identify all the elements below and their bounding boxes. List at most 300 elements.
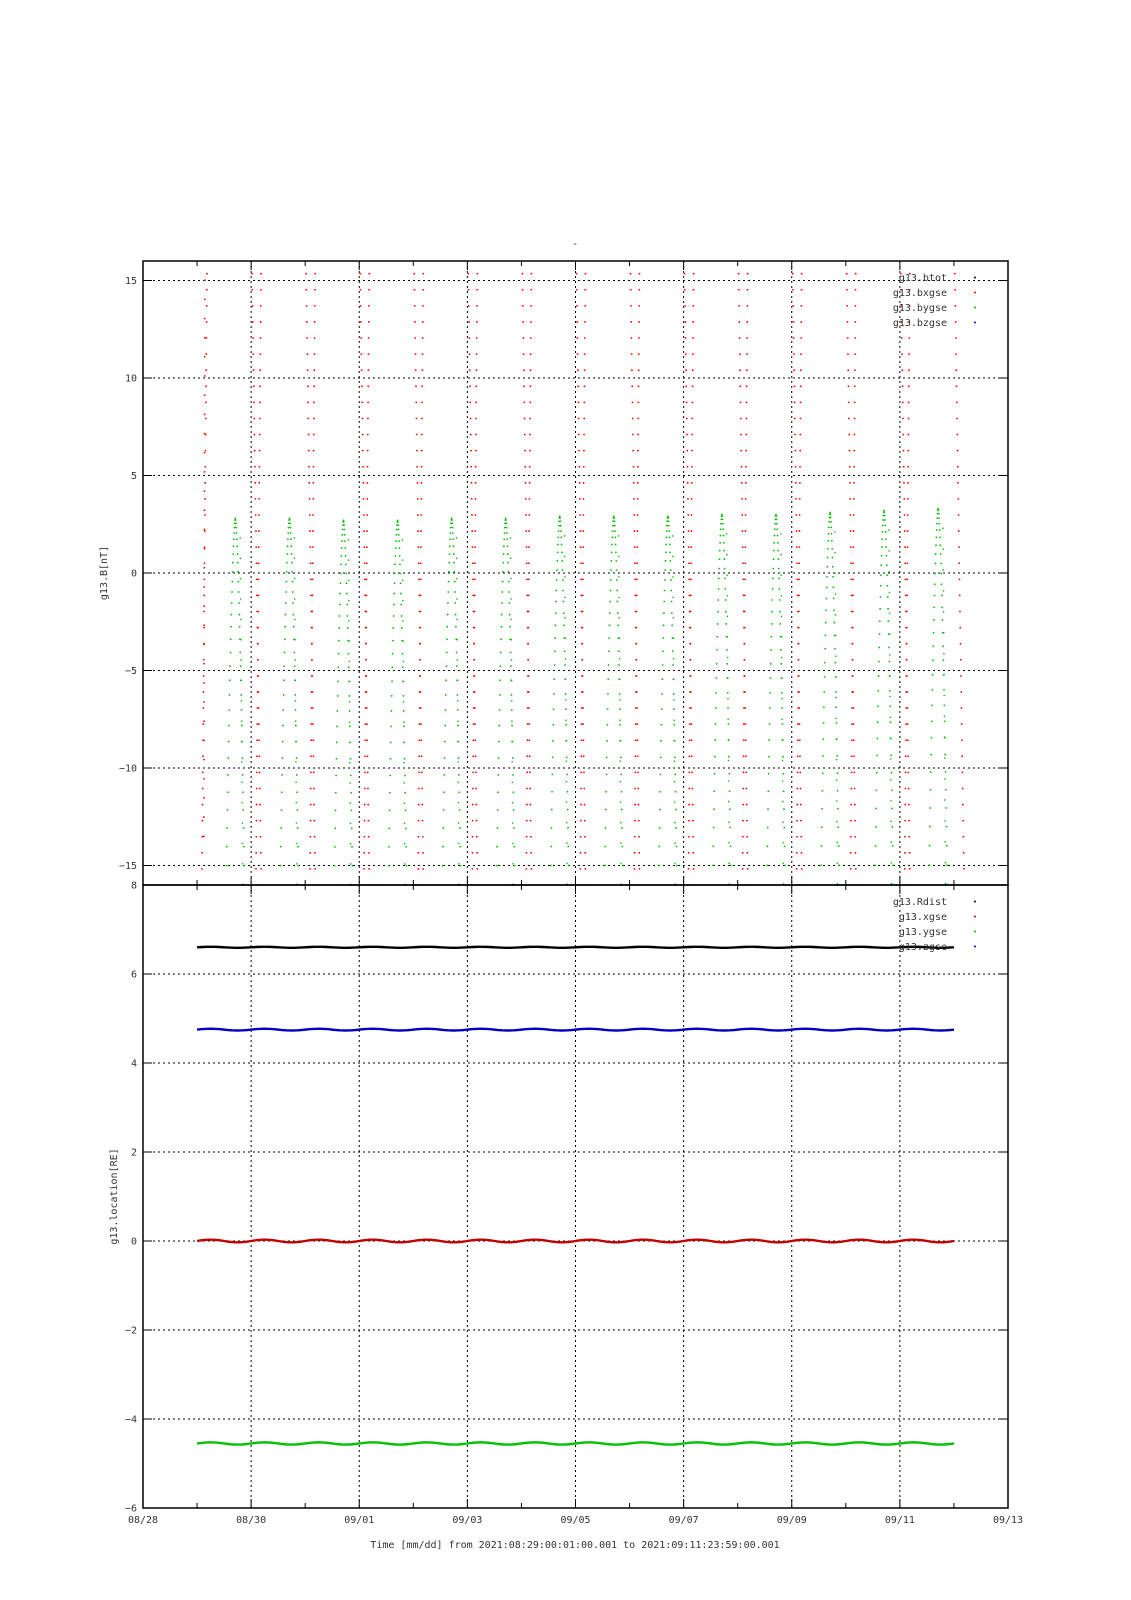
bygse-point xyxy=(608,650,610,652)
bxgse-point xyxy=(202,788,204,790)
bygse-point xyxy=(821,845,823,847)
bygse-point xyxy=(391,695,393,697)
bxgse-point xyxy=(473,627,475,629)
bxgse-point xyxy=(528,578,530,580)
bygse-point xyxy=(285,591,287,593)
bxgse-point xyxy=(523,401,525,403)
bxgse-point xyxy=(739,353,741,355)
bxgse-point xyxy=(470,418,472,420)
bxgse-point xyxy=(253,385,255,387)
bxgse-point xyxy=(854,401,856,403)
bxgse-point xyxy=(251,289,253,291)
bygse-point xyxy=(565,724,567,726)
bxgse-point xyxy=(794,434,796,436)
bygse-point xyxy=(564,664,566,666)
bxgse-point xyxy=(746,401,748,403)
bygse-point xyxy=(888,529,890,531)
bygse-point xyxy=(403,710,405,712)
bygse-point xyxy=(784,845,786,847)
bygse-point xyxy=(444,741,446,743)
bygse-point xyxy=(512,863,514,865)
bygse-point xyxy=(937,508,939,510)
bygse-point xyxy=(610,579,612,581)
bxgse-point xyxy=(691,771,693,773)
bxgse-point xyxy=(636,723,638,725)
bxgse-point xyxy=(907,514,909,516)
bygse-point xyxy=(239,626,241,628)
bygse-point xyxy=(561,560,563,562)
bygse-point xyxy=(402,653,404,655)
bxgse-point xyxy=(901,337,903,339)
bygse-point xyxy=(928,864,930,866)
bxgse-point xyxy=(797,723,799,725)
legend-marker xyxy=(974,901,976,903)
bygse-point xyxy=(226,809,228,811)
bygse-point xyxy=(340,582,342,584)
bygse-point xyxy=(668,525,670,527)
bxgse-point xyxy=(530,337,532,339)
bygse-point xyxy=(395,540,397,542)
bxgse-point xyxy=(414,289,416,291)
bxgse-point xyxy=(414,337,416,339)
bxgse-point xyxy=(957,450,959,452)
bxgse-point xyxy=(800,788,802,790)
bygse-point xyxy=(834,531,836,533)
bygse-point xyxy=(661,678,663,680)
bygse-point xyxy=(346,593,348,595)
bygse-point xyxy=(295,700,297,702)
bxgse-point xyxy=(848,418,850,420)
bxgse-point xyxy=(846,257,848,259)
bygse-point xyxy=(837,808,839,810)
bxgse-point xyxy=(367,482,369,484)
bxgse-point xyxy=(529,450,531,452)
bygse-point xyxy=(778,577,780,579)
bxgse-point xyxy=(473,643,475,645)
bygse-point xyxy=(335,775,337,777)
bxgse-point xyxy=(582,611,584,613)
bygse-point xyxy=(349,726,351,728)
bxgse-point xyxy=(962,788,964,790)
bygse-point xyxy=(458,863,460,865)
bygse-point xyxy=(720,523,722,525)
bxgse-point xyxy=(576,289,578,291)
bygse-point xyxy=(669,544,671,546)
bygse-point xyxy=(454,602,456,604)
bxgse-point xyxy=(851,739,853,741)
bygse-point xyxy=(620,863,622,865)
bxgse-point xyxy=(853,434,855,436)
bygse-point xyxy=(390,726,392,728)
bygse-point xyxy=(931,720,933,722)
bxgse-point xyxy=(908,434,910,436)
bxgse-point xyxy=(577,385,579,387)
bygse-point xyxy=(889,633,891,635)
legend xyxy=(893,897,976,953)
bygse-point xyxy=(496,846,498,848)
bygse-point xyxy=(674,760,676,762)
bxgse-point xyxy=(474,514,476,516)
bxgse-point xyxy=(743,659,745,661)
bxgse-point xyxy=(801,273,803,275)
bygse-point xyxy=(932,645,934,647)
bxgse-point xyxy=(363,546,365,548)
bxgse-point xyxy=(584,836,586,838)
bygse-point xyxy=(724,568,726,570)
bxgse-point xyxy=(636,595,638,597)
bxgse-point xyxy=(201,820,203,822)
bygse-point xyxy=(229,679,231,681)
bygse-point xyxy=(890,800,892,802)
bygse-point xyxy=(561,544,563,546)
bygse-point xyxy=(510,578,512,580)
bxgse-point xyxy=(854,321,856,323)
bxgse-point xyxy=(530,820,532,822)
legend-label: g13.Rdist xyxy=(892,897,947,908)
bxgse-point xyxy=(580,820,582,822)
bygse-point xyxy=(284,652,286,654)
bxgse-point xyxy=(638,321,640,323)
bxgse-point xyxy=(313,385,315,387)
bxgse-point xyxy=(742,578,744,580)
bygse-point xyxy=(241,720,243,722)
bygse-point xyxy=(390,741,392,743)
bxgse-point xyxy=(632,434,634,436)
bygse-point xyxy=(607,693,609,695)
bygse-point xyxy=(560,537,562,539)
bygse-point xyxy=(712,845,714,847)
bygse-point xyxy=(234,527,236,529)
bygse-point xyxy=(880,564,882,566)
bygse-point xyxy=(404,792,406,794)
bxgse-point xyxy=(584,385,586,387)
bxgse-point xyxy=(906,562,908,564)
bygse-point xyxy=(611,537,613,539)
bxgse-point xyxy=(747,241,749,243)
bygse-point xyxy=(675,791,677,793)
bxgse-point xyxy=(259,804,261,806)
bxgse-point xyxy=(688,820,690,822)
bygse-point xyxy=(287,532,289,534)
bxgse-point xyxy=(312,723,314,725)
bygse-point xyxy=(771,623,773,625)
bygse-point xyxy=(337,666,339,668)
bygse-point xyxy=(665,551,667,553)
bygse-point xyxy=(349,782,351,784)
bygse-point xyxy=(886,564,888,566)
bygse-point xyxy=(340,555,342,557)
bygse-point xyxy=(612,530,614,532)
bygse-point xyxy=(283,694,285,696)
bygse-point xyxy=(556,560,558,562)
bxgse-point xyxy=(313,771,315,773)
bygse-point xyxy=(348,695,350,697)
bxgse-point xyxy=(477,257,479,259)
legend-label: g13.btot xyxy=(898,273,947,284)
bygse-point xyxy=(946,826,948,828)
bygse-point xyxy=(500,626,502,628)
bxgse-point xyxy=(259,401,261,403)
bxgse-point xyxy=(367,755,369,757)
bygse-point xyxy=(724,577,726,579)
bygse-point xyxy=(513,809,515,811)
bygse-point xyxy=(455,614,457,616)
bygse-point xyxy=(889,654,891,656)
bygse-point xyxy=(285,602,287,604)
bygse-point xyxy=(768,739,770,741)
bxgse-point xyxy=(527,659,529,661)
bygse-point xyxy=(289,519,291,521)
bygse-point xyxy=(555,601,557,603)
bxgse-point xyxy=(745,755,747,757)
bygse-point xyxy=(350,863,352,865)
bxgse-point xyxy=(638,369,640,371)
bygse-point xyxy=(769,707,771,709)
bygse-point xyxy=(674,822,676,824)
bxgse-point xyxy=(746,836,748,838)
bxgse-point xyxy=(854,337,856,339)
bxgse-point xyxy=(422,321,424,323)
bygse-point xyxy=(562,569,564,571)
bxgse-point xyxy=(474,530,476,532)
bygse-point xyxy=(553,693,555,695)
bxgse-point xyxy=(312,562,314,564)
bygse-point xyxy=(338,653,340,655)
series-xgse xyxy=(197,1240,954,1243)
bygse-point xyxy=(566,822,568,824)
bxgse-point xyxy=(257,611,259,613)
bygse-point xyxy=(404,758,406,760)
bygse-point xyxy=(282,741,284,743)
bygse-point xyxy=(240,578,242,580)
bygse-point xyxy=(240,619,242,621)
bygse-point xyxy=(673,699,675,701)
bygse-point xyxy=(716,649,718,651)
bxgse-point xyxy=(530,305,532,307)
bxgse-point xyxy=(684,305,686,307)
bxgse-point xyxy=(746,337,748,339)
bxgse-point xyxy=(584,369,586,371)
bxgse-point xyxy=(310,562,312,564)
bxgse-point xyxy=(312,482,314,484)
bygse-point xyxy=(241,802,243,804)
bxgse-point xyxy=(256,771,258,773)
bygse-point xyxy=(618,576,620,578)
bxgse-point xyxy=(418,771,420,773)
bxgse-point xyxy=(854,804,856,806)
bxgse-point xyxy=(257,627,259,629)
bxgse-point xyxy=(368,852,370,854)
bygse-point xyxy=(401,615,403,617)
bxgse-point xyxy=(309,836,311,838)
bxgse-point xyxy=(314,353,316,355)
bxgse-point xyxy=(422,305,424,307)
bygse-point xyxy=(451,522,453,524)
bxgse-point xyxy=(801,868,803,870)
bxgse-point xyxy=(847,369,849,371)
x-tick-label: 09/01 xyxy=(344,1515,375,1526)
legend-label: g13.zgse xyxy=(898,942,947,953)
bygse-point xyxy=(782,760,784,762)
bxgse-point xyxy=(690,562,692,564)
bygse-point xyxy=(500,638,502,640)
bxgse-point xyxy=(471,498,473,500)
bygse-point xyxy=(674,773,676,775)
bygse-point xyxy=(942,619,944,621)
bygse-point xyxy=(836,738,838,740)
bxgse-point xyxy=(256,755,258,757)
bygse-point xyxy=(393,615,395,617)
bxgse-point xyxy=(581,659,583,661)
bygse-point xyxy=(876,738,878,740)
bxgse-point xyxy=(798,659,800,661)
bygse-point xyxy=(457,782,459,784)
bygse-point xyxy=(453,571,455,573)
bxgse-point xyxy=(957,482,959,484)
bxgse-point xyxy=(800,369,802,371)
bxgse-point xyxy=(955,369,957,371)
bygse-point xyxy=(716,663,718,665)
bxgse-point xyxy=(524,466,526,468)
bygse-point xyxy=(296,809,298,811)
bxgse-point xyxy=(523,369,525,371)
bygse-point xyxy=(728,773,730,775)
bygse-point xyxy=(283,665,285,667)
bxgse-point xyxy=(367,401,369,403)
bygse-point xyxy=(503,538,505,540)
bxgse-point xyxy=(793,385,795,387)
bxgse-point xyxy=(743,723,745,725)
bygse-point xyxy=(779,599,781,601)
bxgse-point xyxy=(846,289,848,291)
bxgse-point xyxy=(362,482,364,484)
bxgse-point xyxy=(254,482,256,484)
bygse-point xyxy=(391,710,393,712)
bxgse-point xyxy=(690,611,692,613)
bxgse-point xyxy=(853,482,855,484)
bxgse-point xyxy=(259,385,261,387)
bxgse-point xyxy=(583,418,585,420)
bygse-point xyxy=(621,846,623,848)
bxgse-point xyxy=(797,771,799,773)
bygse-point xyxy=(402,695,404,697)
bxgse-point xyxy=(201,852,203,854)
bxgse-point xyxy=(855,257,857,259)
bxgse-point xyxy=(637,755,639,757)
bygse-point xyxy=(672,535,674,537)
bygse-point xyxy=(444,757,446,759)
bygse-point xyxy=(393,593,395,595)
bxgse-point xyxy=(692,836,694,838)
bxgse-point xyxy=(314,305,316,307)
bygse-point xyxy=(336,758,338,760)
bxgse-point xyxy=(528,530,530,532)
bxgse-point xyxy=(853,755,855,757)
bxgse-point xyxy=(692,820,694,822)
legend-label: g13.xgse xyxy=(898,912,947,923)
bygse-point xyxy=(563,612,565,614)
bxgse-point xyxy=(909,852,911,854)
bygse-point xyxy=(233,532,235,534)
bygse-point xyxy=(821,790,823,792)
bygse-point xyxy=(445,665,447,667)
bygse-point xyxy=(402,600,404,602)
bxgse-point xyxy=(688,852,690,854)
bxgse-point xyxy=(583,771,585,773)
bxgse-point xyxy=(954,257,956,259)
bygse-point xyxy=(552,724,554,726)
bygse-point xyxy=(782,773,784,775)
bygse-point xyxy=(671,612,673,614)
bygse-point xyxy=(938,509,940,511)
bxgse-point xyxy=(908,820,910,822)
bygse-point xyxy=(447,614,449,616)
bygse-point xyxy=(832,557,834,559)
bxgse-point xyxy=(793,337,795,339)
bxgse-point xyxy=(684,273,686,275)
bxgse-point xyxy=(310,771,312,773)
bxgse-point xyxy=(523,353,525,355)
bygse-point xyxy=(670,590,672,592)
bxgse-point xyxy=(638,353,640,355)
bxgse-point xyxy=(254,450,256,452)
bygse-point xyxy=(338,640,340,642)
bygse-point xyxy=(780,554,782,556)
bxgse-point xyxy=(368,305,370,307)
bygse-point xyxy=(836,759,838,761)
bxgse-point xyxy=(800,820,802,822)
bygse-point xyxy=(512,757,514,759)
bygse-point xyxy=(674,863,676,865)
y-axis-title: g13.location[RE] xyxy=(109,1148,120,1245)
bygse-point xyxy=(940,563,942,565)
bygse-point xyxy=(614,530,616,532)
y-tick-label: −5 xyxy=(124,666,137,677)
bxgse-point xyxy=(364,836,366,838)
bxgse-point xyxy=(527,707,529,709)
bxgse-point xyxy=(473,691,475,693)
bygse-point xyxy=(565,760,567,762)
bygse-point xyxy=(781,692,783,694)
bxgse-point xyxy=(256,820,258,822)
bygse-point xyxy=(835,635,837,637)
bxgse-point xyxy=(364,788,366,790)
bygse-point xyxy=(231,591,233,593)
bygse-point xyxy=(835,676,837,678)
bygse-point xyxy=(891,826,893,828)
bxgse-point xyxy=(421,755,423,757)
bygse-point xyxy=(727,707,729,709)
bxgse-point xyxy=(742,852,744,854)
bxgse-point xyxy=(902,401,904,403)
bygse-point xyxy=(619,708,621,710)
bxgse-point xyxy=(476,305,478,307)
bxgse-point xyxy=(474,562,476,564)
bygse-point xyxy=(295,802,297,804)
bygse-point xyxy=(824,662,826,664)
bygse-point xyxy=(335,792,337,794)
bygse-point xyxy=(511,725,513,727)
bygse-point xyxy=(348,661,350,663)
bygse-point xyxy=(934,573,936,575)
bygse-point xyxy=(727,677,729,679)
bygse-point xyxy=(725,611,727,613)
bxgse-point xyxy=(476,321,478,323)
x-tick-label: 09/11 xyxy=(884,1515,915,1526)
bygse-point xyxy=(402,666,404,668)
bygse-point xyxy=(348,640,350,642)
bxgse-point xyxy=(472,788,474,790)
